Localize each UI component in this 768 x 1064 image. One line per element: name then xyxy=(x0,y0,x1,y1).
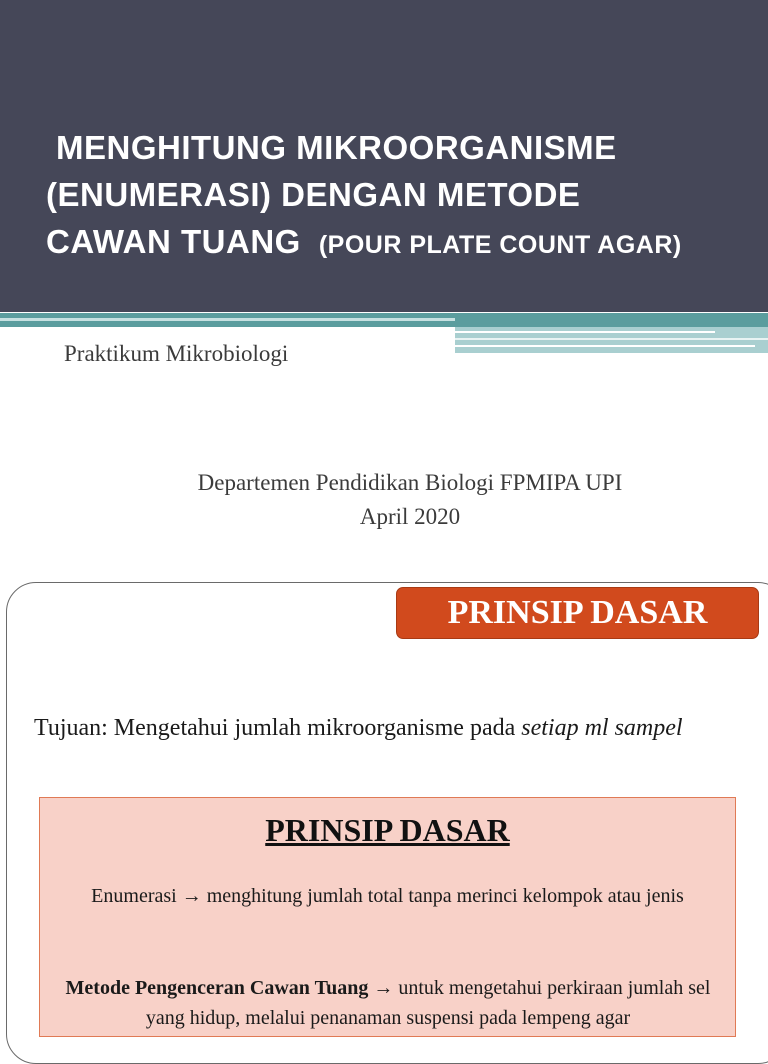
title-line-3 xyxy=(46,218,746,269)
title-line-3-small: (POUR PLATE COUNT AGAR) xyxy=(318,231,682,259)
enumeration-text: menghitung jumlah total tanpa merinci kelompok atau jenis xyxy=(206,885,684,907)
objective-prefix: Tujuan: Mengetahui jumlah mikroorganisme pada xyxy=(34,715,522,741)
stripe-light-1 xyxy=(0,318,455,321)
title-line-2: (ENUMERASI) DENGAN METODE xyxy=(46,176,581,213)
title-line-3-main: CAWAN TUANG xyxy=(46,223,301,260)
objective-text xyxy=(34,710,734,747)
department: Departemen Pendidikan Biologi FPMIPA UPI xyxy=(197,470,623,495)
stripe-white-3 xyxy=(455,345,755,347)
method-text: untuk mengetahui perkiraan jumlah sel yang hidup, melalui penanaman suspensi pada lempeng agar xyxy=(145,977,711,1029)
enumeration-paragraph xyxy=(60,881,715,911)
enumeration-term: Enumerasi xyxy=(91,885,177,907)
arrow-right-icon: → xyxy=(373,977,394,999)
date: April 2020 xyxy=(359,504,461,529)
subtitle: Praktikum Mikrobiologi xyxy=(64,341,289,366)
title-line-1: MENGHITUNG MIKROORGANISME xyxy=(56,129,617,166)
section-badge: PRINSIP DASAR xyxy=(396,587,759,639)
stripe-white-2 xyxy=(455,338,768,340)
slide-title xyxy=(46,124,746,269)
department-block xyxy=(0,466,768,534)
method-paragraph xyxy=(48,973,728,1033)
stripe-white-1 xyxy=(455,331,715,333)
principle-title: PRINSIP DASAR xyxy=(265,812,510,848)
objective-italic: setiap ml sampel xyxy=(521,715,683,741)
method-term: Metode Pengenceran Cawan Tuang xyxy=(65,977,369,999)
arrow-right-icon: → xyxy=(181,885,202,907)
